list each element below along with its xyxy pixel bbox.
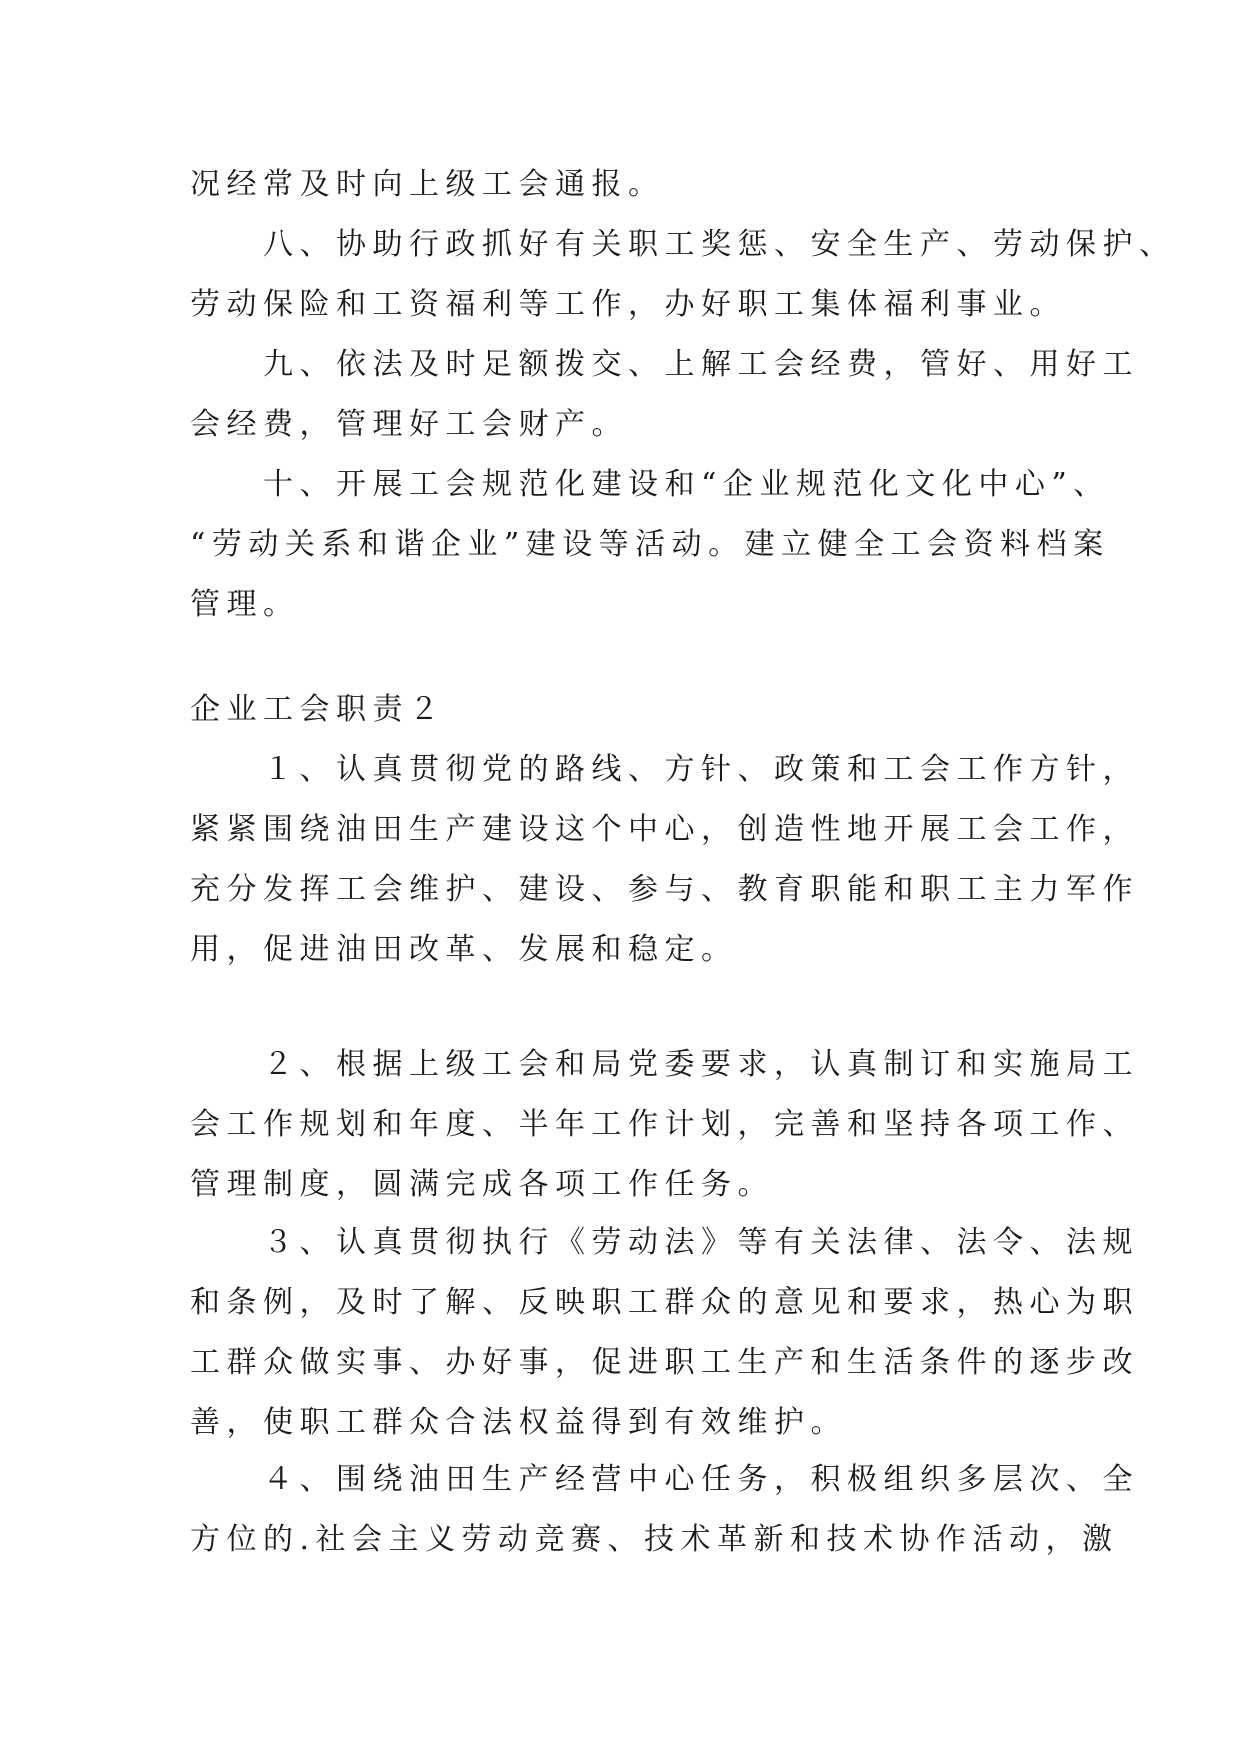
text-line: 紧紧围绕油田生产建设这个中心，创造性地开展工会工作，	[190, 812, 1139, 847]
paragraph-item-3	[190, 1213, 1139, 1453]
text-line: 用，促进油田改革、发展和稳定。	[190, 932, 738, 967]
text-line: 管理制度，圆满完成各项工作任务。	[190, 1167, 774, 1202]
text-line: 充分发挥工会维护、建设、参与、教育职能和职工主力军作	[190, 872, 1139, 907]
text-line: 会经费，管理好工会财产。	[190, 407, 628, 442]
text-line: １、认真贯彻党的路线、方针、政策和工会工作方针，	[190, 752, 1139, 787]
text-line: 会工作规划和年度、半年工作计划，完善和坚持各项工作、	[190, 1107, 1139, 1142]
paragraph-item-4	[190, 1450, 1139, 1570]
text-line: 八、协助行政抓好有关职工奖惩、安全生产、劳动保护、	[190, 227, 1176, 262]
text-line: ２、根据上级工会和局党委要求，认真制订和实施局工	[190, 1047, 1139, 1082]
text-line: 管理。	[190, 587, 300, 622]
text-line: 劳动保险和工资福利等工作，办好职工集体福利事业。	[190, 287, 1066, 322]
paragraph-item-1	[190, 740, 1139, 980]
text-line: 善，使职工群众合法权益得到有效维护。	[190, 1405, 847, 1440]
paragraph-item-10	[190, 455, 1110, 635]
text-line: 和条例，及时了解、反映职工群众的意见和要求，热心为职	[190, 1285, 1139, 1320]
paragraph-item-2	[190, 1035, 1139, 1215]
paragraph-item-9	[190, 335, 1139, 455]
text-line: 方位的.社会主义劳动竞赛、技术革新和技术协作活动，激	[190, 1522, 1119, 1557]
text-line: ３、认真贯彻执行《劳动法》等有关法律、法令、法规	[190, 1225, 1139, 1260]
text-line: 十、开展工会规范化建设和“企业规范化文化中心”、	[190, 467, 1110, 502]
paragraph-continuation	[190, 155, 1065, 215]
section-title: 企业工会职责２	[190, 692, 446, 727]
text-line: ４、围绕油田生产经营中心任务，积极组织多层次、全	[190, 1462, 1139, 1497]
text-line: “劳动关系和谐企业”建设等活动。建立健全工会资料档案	[190, 527, 1110, 562]
paragraph-item-8	[190, 215, 1176, 335]
text-line: 况经常及时向上级工会通报。	[190, 167, 665, 202]
text-line: 九、依法及时足额拨交、上解工会经费，管好、用好工	[190, 347, 1139, 382]
section-heading	[190, 680, 1065, 740]
text-line: 工群众做实事、办好事，促进职工生产和生活条件的逐步改	[190, 1345, 1139, 1380]
